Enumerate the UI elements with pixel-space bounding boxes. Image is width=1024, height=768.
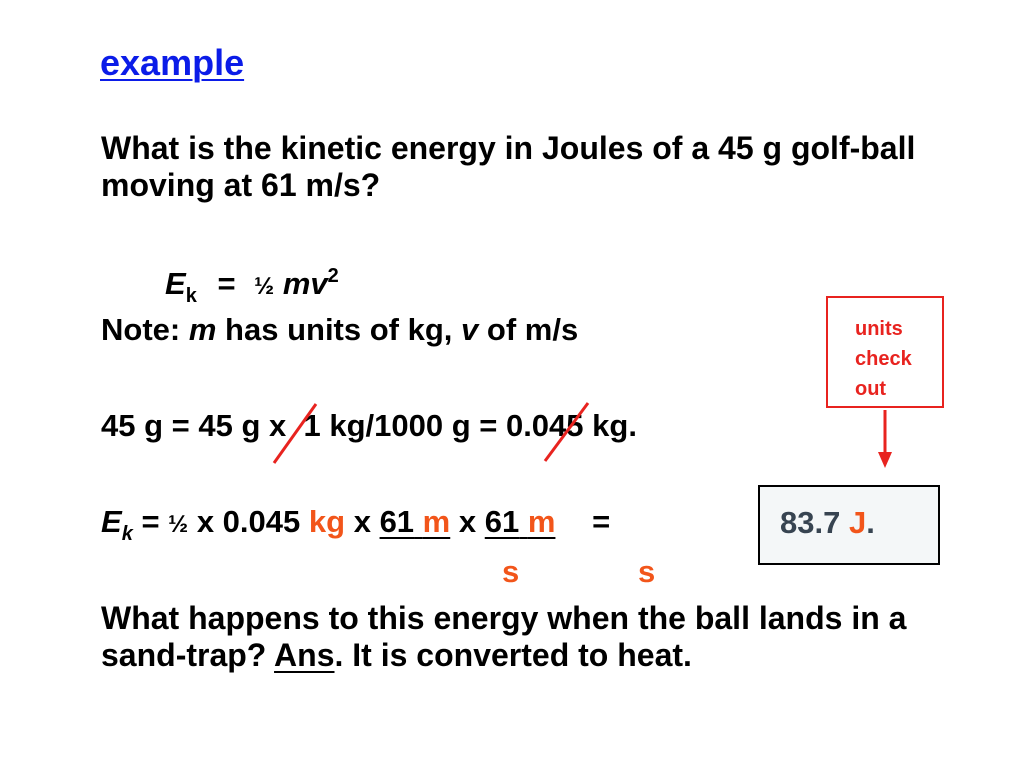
note-m: m	[188, 312, 217, 347]
slide-title[interactable]: example	[100, 42, 245, 83]
followup-answer: . It is converted to heat.	[334, 637, 692, 673]
followup-text: What happens to this energy when the ball lands in a sand-trap?	[101, 600, 907, 673]
question-text: What is the kinetic energy in Joules of a 45 g golf-ball moving at 61 m/s?	[101, 130, 916, 203]
answer-unit: J	[848, 505, 867, 540]
answer-period: .	[866, 505, 875, 540]
arrow-head-icon	[878, 452, 892, 468]
cancel-stroke-1	[274, 404, 316, 463]
calc-e: E	[101, 504, 122, 539]
calc-half: ½	[168, 511, 189, 538]
note-prefix: Note:	[101, 312, 181, 347]
calc-m-unit-2: m	[527, 504, 556, 539]
calc-times-1: x	[353, 504, 371, 539]
answer-number: 83.7	[780, 505, 841, 540]
note-suffix: of m/s	[486, 312, 579, 347]
calc-kg-unit: kg	[308, 504, 346, 539]
calc-result-equals: =	[592, 504, 611, 539]
calc-num-2: 61	[484, 504, 520, 539]
calc-m-unit-1: m	[422, 504, 451, 539]
calc-times-2: x	[458, 504, 477, 539]
mass-conversion: 45 g = 45 g x 1 kg/1000 g = 0.045 kg.	[101, 408, 637, 443]
formula-half: ½	[254, 273, 275, 300]
calc-s-unit-2: s	[638, 554, 656, 589]
note-middle: has units of kg,	[225, 312, 453, 347]
calc-equals: =	[141, 504, 160, 539]
calc-num-1: 61	[379, 504, 415, 539]
calc-mass: x 0.045	[196, 504, 301, 539]
calc-s-unit-1: s	[502, 554, 520, 589]
cancel-stroke-2	[545, 403, 588, 461]
formula-e: E	[165, 266, 186, 301]
formula-equals: =	[217, 266, 236, 301]
calc-subscript: k	[121, 523, 133, 545]
formula-subscript: k	[185, 285, 197, 307]
units-check-text: units check out	[855, 318, 912, 400]
formula-superscript: 2	[327, 265, 339, 287]
ans-label: Ans	[274, 637, 335, 673]
formula-mv: mv	[282, 266, 328, 301]
note-v: v	[461, 312, 479, 347]
